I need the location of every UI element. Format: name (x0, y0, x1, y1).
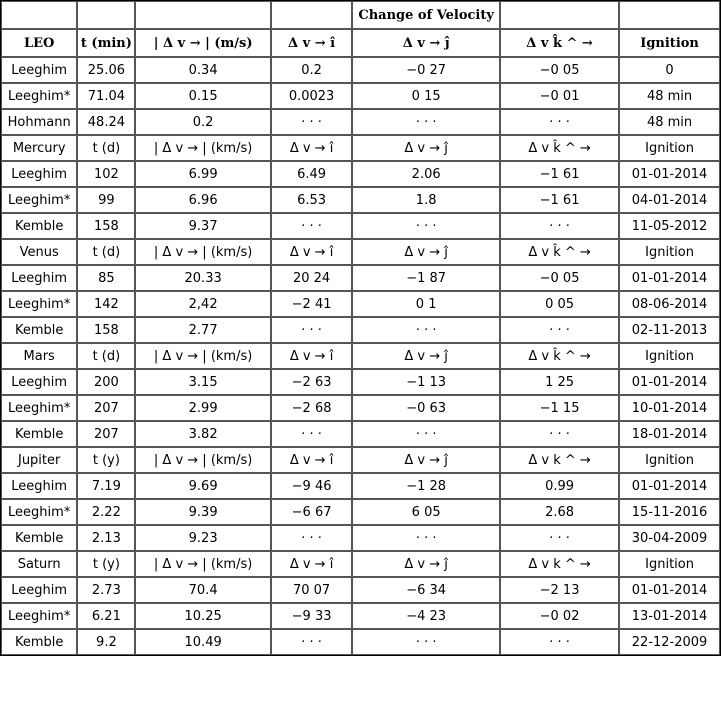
table-cell: Δ v k̂ ^ → (500, 343, 619, 369)
table-row (1, 83, 720, 109)
table-cell: −0 05 (500, 57, 619, 83)
table-cell: Δ v → ĵ (352, 135, 500, 161)
table-cell: Δ v → ĵ (352, 343, 500, 369)
section-header-row (1, 135, 720, 161)
table-cell: 30-04-2009 (619, 525, 720, 551)
table-cell: Δ v → î (271, 447, 352, 473)
table-row (1, 109, 720, 135)
row-label-cell: Leeghim (1, 161, 77, 187)
row-label-cell: Kemble (1, 421, 77, 447)
empty-cell (619, 1, 720, 29)
row-label-cell: Leeghim* (1, 395, 77, 421)
table-cell: 2.13 (77, 525, 135, 551)
row-label-cell: Leeghim* (1, 291, 77, 317)
table-cell: −9 33 (271, 603, 352, 629)
table-cell: 10.49 (135, 629, 270, 655)
table-cell: 48 min (619, 83, 720, 109)
table-row (1, 265, 720, 291)
table-cell: 13-01-2014 (619, 603, 720, 629)
header-cell: Ignition (619, 29, 720, 57)
table-cell: 6.53 (271, 187, 352, 213)
table-cell: 158 (77, 213, 135, 239)
row-label-cell: Kemble (1, 317, 77, 343)
table-cell: 2.22 (77, 499, 135, 525)
table-cell: · · · (271, 525, 352, 551)
row-label-cell: Leeghim (1, 369, 77, 395)
header-cell: Δ v k̂ ^ → (500, 29, 619, 57)
row-label-cell: Leeghim (1, 265, 77, 291)
table-cell: Δ v → ĵ (352, 551, 500, 577)
table-row (1, 161, 720, 187)
table-cell: · · · (500, 421, 619, 447)
row-label-cell: Leeghim (1, 473, 77, 499)
table-cell: 158 (77, 317, 135, 343)
table-cell: Δ v → î (271, 239, 352, 265)
header-cell: Δ v → ĵ (352, 29, 500, 57)
title-row (1, 1, 720, 29)
empty-cell (135, 1, 270, 29)
table-cell: 0 15 (352, 83, 500, 109)
row-label-cell: Leeghim (1, 57, 77, 83)
table-cell: 207 (77, 421, 135, 447)
table-cell: 2.99 (135, 395, 270, 421)
table-cell: −0 63 (352, 395, 500, 421)
table-cell: 142 (77, 291, 135, 317)
table-cell: 01-01-2014 (619, 265, 720, 291)
table-cell: −2 63 (271, 369, 352, 395)
empty-cell (271, 1, 352, 29)
table-row (1, 291, 720, 317)
table-cell: · · · (352, 629, 500, 655)
table-cell: 102 (77, 161, 135, 187)
table-cell: 6 05 (352, 499, 500, 525)
row-label-cell: Kemble (1, 525, 77, 551)
table-cell: 2.73 (77, 577, 135, 603)
table-cell: 04-01-2014 (619, 187, 720, 213)
table-cell: 1 25 (500, 369, 619, 395)
table-cell: 18-01-2014 (619, 421, 720, 447)
table-cell: 0.0023 (271, 83, 352, 109)
table-cell: · · · (352, 109, 500, 135)
table-cell: 01-01-2014 (619, 369, 720, 395)
empty-cell (77, 1, 135, 29)
table-cell: 7.19 (77, 473, 135, 499)
table-cell: Δ v k ^ → (500, 447, 619, 473)
table-cell: · · · (352, 317, 500, 343)
table-cell: | Δ v → | (km/s) (135, 343, 270, 369)
table-row (1, 395, 720, 421)
row-label-cell: Leeghim (1, 577, 77, 603)
table-cell: 20.33 (135, 265, 270, 291)
table-cell: 25.06 (77, 57, 135, 83)
table-cell: Δ v k̂ ^ → (500, 239, 619, 265)
row-label-cell: Saturn (1, 551, 77, 577)
table-cell: Δ v k ^ → (500, 551, 619, 577)
table-row (1, 187, 720, 213)
table-row (1, 577, 720, 603)
table-cell: t (d) (77, 135, 135, 161)
table-cell: 9.37 (135, 213, 270, 239)
table-cell: 99 (77, 187, 135, 213)
row-label-cell: Venus (1, 239, 77, 265)
table-cell: Ignition (619, 343, 720, 369)
row-label-cell: Leeghim* (1, 187, 77, 213)
table-cell: Ignition (619, 551, 720, 577)
table-row (1, 213, 720, 239)
table-row (1, 603, 720, 629)
table-cell: 22-12-2009 (619, 629, 720, 655)
table-cell: −6 67 (271, 499, 352, 525)
table-cell: 15-11-2016 (619, 499, 720, 525)
table-cell: −1 28 (352, 473, 500, 499)
table-cell: t (y) (77, 551, 135, 577)
table-cell: Ignition (619, 447, 720, 473)
table-cell: | Δ v → | (km/s) (135, 551, 270, 577)
table-cell: −6 34 (352, 577, 500, 603)
row-label-cell: Leeghim* (1, 499, 77, 525)
table-cell: 71.04 (77, 83, 135, 109)
row-label-cell: Mercury (1, 135, 77, 161)
table-cell: −9 46 (271, 473, 352, 499)
table-cell: 200 (77, 369, 135, 395)
table-cell: Δ v → î (271, 135, 352, 161)
table-cell: −1 87 (352, 265, 500, 291)
table-cell: · · · (500, 213, 619, 239)
table-cell: −1 61 (500, 161, 619, 187)
header-cell: t (min) (77, 29, 135, 57)
table-cell: Δ v → ĵ (352, 447, 500, 473)
table-cell: | Δ v → | (km/s) (135, 447, 270, 473)
section-header-row (1, 343, 720, 369)
table-cell: · · · (271, 421, 352, 447)
table-cell: 6.96 (135, 187, 270, 213)
table-cell: | Δ v → | (km/s) (135, 239, 270, 265)
table-row (1, 421, 720, 447)
table-cell: 9.39 (135, 499, 270, 525)
table-cell: · · · (352, 421, 500, 447)
table-cell: 70 07 (271, 577, 352, 603)
table-cell: 48 min (619, 109, 720, 135)
table-cell: Ignition (619, 135, 720, 161)
table-cell: −0 02 (500, 603, 619, 629)
table-cell: 01-01-2014 (619, 473, 720, 499)
table-cell: · · · (352, 213, 500, 239)
table-cell: 02-11-2013 (619, 317, 720, 343)
table-row (1, 499, 720, 525)
table-cell: Δ v → î (271, 551, 352, 577)
table-cell: 2.77 (135, 317, 270, 343)
table-cell: 0.34 (135, 57, 270, 83)
table-row (1, 57, 720, 83)
row-label-cell: Leeghim* (1, 603, 77, 629)
table-cell: 9.23 (135, 525, 270, 551)
row-label-cell: Kemble (1, 629, 77, 655)
table-cell: · · · (500, 317, 619, 343)
table-cell: −4 23 (352, 603, 500, 629)
table-cell: 08-06-2014 (619, 291, 720, 317)
table-cell: 0 05 (500, 291, 619, 317)
table-cell: Δ v k̂ ^ → (500, 135, 619, 161)
table-cell: 3.15 (135, 369, 270, 395)
table-cell: t (d) (77, 239, 135, 265)
table-cell: 0 1 (352, 291, 500, 317)
velocity-table (1, 1, 720, 655)
table-cell: Δ v → ĵ (352, 239, 500, 265)
table-cell: 9.2 (77, 629, 135, 655)
table-cell: 0.99 (500, 473, 619, 499)
table-cell: 0.2 (271, 57, 352, 83)
table-cell: 20 24 (271, 265, 352, 291)
table-cell: Δ v → î (271, 343, 352, 369)
row-label-cell: Leeghim* (1, 83, 77, 109)
row-label-cell: Kemble (1, 213, 77, 239)
table-cell: 01-01-2014 (619, 577, 720, 603)
table-cell: 0.2 (135, 109, 270, 135)
table-cell: t (d) (77, 343, 135, 369)
table-cell: · · · (352, 525, 500, 551)
section-header-row (1, 447, 720, 473)
row-label-cell: Jupiter (1, 447, 77, 473)
table-cell: 2.68 (500, 499, 619, 525)
table-cell: −0 27 (352, 57, 500, 83)
section-header-row (1, 551, 720, 577)
table-cell: 3.82 (135, 421, 270, 447)
table-cell: 10.25 (135, 603, 270, 629)
table-cell: · · · (271, 109, 352, 135)
table-cell: · · · (271, 213, 352, 239)
table-cell: 6.49 (271, 161, 352, 187)
table-cell: t (y) (77, 447, 135, 473)
table-cell: 6.21 (77, 603, 135, 629)
table-cell: 9.69 (135, 473, 270, 499)
table-cell: 10-01-2014 (619, 395, 720, 421)
table-cell: 11-05-2012 (619, 213, 720, 239)
table-cell: −0 01 (500, 83, 619, 109)
row-label-cell: Mars (1, 343, 77, 369)
table-cell: −1 13 (352, 369, 500, 395)
leo-header-row (1, 29, 720, 57)
table-cell: · · · (271, 629, 352, 655)
empty-cell (500, 1, 619, 29)
table-cell: | Δ v → | (km/s) (135, 135, 270, 161)
table-cell: · · · (500, 629, 619, 655)
table-cell: 70.4 (135, 577, 270, 603)
table-row (1, 473, 720, 499)
table-cell: −1 61 (500, 187, 619, 213)
table-cell: 85 (77, 265, 135, 291)
header-cell: | Δ v → | (m/s) (135, 29, 270, 57)
table-row (1, 317, 720, 343)
table-cell: 207 (77, 395, 135, 421)
table-cell: −0 05 (500, 265, 619, 291)
table-cell: 0 (619, 57, 720, 83)
table-cell: 0.15 (135, 83, 270, 109)
table-cell: −2 68 (271, 395, 352, 421)
row-label-cell: Hohmann (1, 109, 77, 135)
table-row (1, 525, 720, 551)
header-cell: LEO (1, 29, 77, 57)
table-cell: 48.24 (77, 109, 135, 135)
empty-cell (1, 1, 77, 29)
table-cell: −1 15 (500, 395, 619, 421)
table-cell: · · · (500, 109, 619, 135)
section-header-row (1, 239, 720, 265)
header-cell: Δ v → î (271, 29, 352, 57)
table-row (1, 629, 720, 655)
table-cell: 1.8 (352, 187, 500, 213)
table-cell: 01-01-2014 (619, 161, 720, 187)
table-cell: · · · (500, 525, 619, 551)
table-cell: 2.06 (352, 161, 500, 187)
table-cell: Ignition (619, 239, 720, 265)
change-of-velocity-heading: Change of Velocity (352, 1, 500, 29)
table-row (1, 369, 720, 395)
table-cell: 2,42 (135, 291, 270, 317)
table-cell: 6.99 (135, 161, 270, 187)
table-cell: · · · (271, 317, 352, 343)
table-cell: −2 41 (271, 291, 352, 317)
table-cell: −2 13 (500, 577, 619, 603)
